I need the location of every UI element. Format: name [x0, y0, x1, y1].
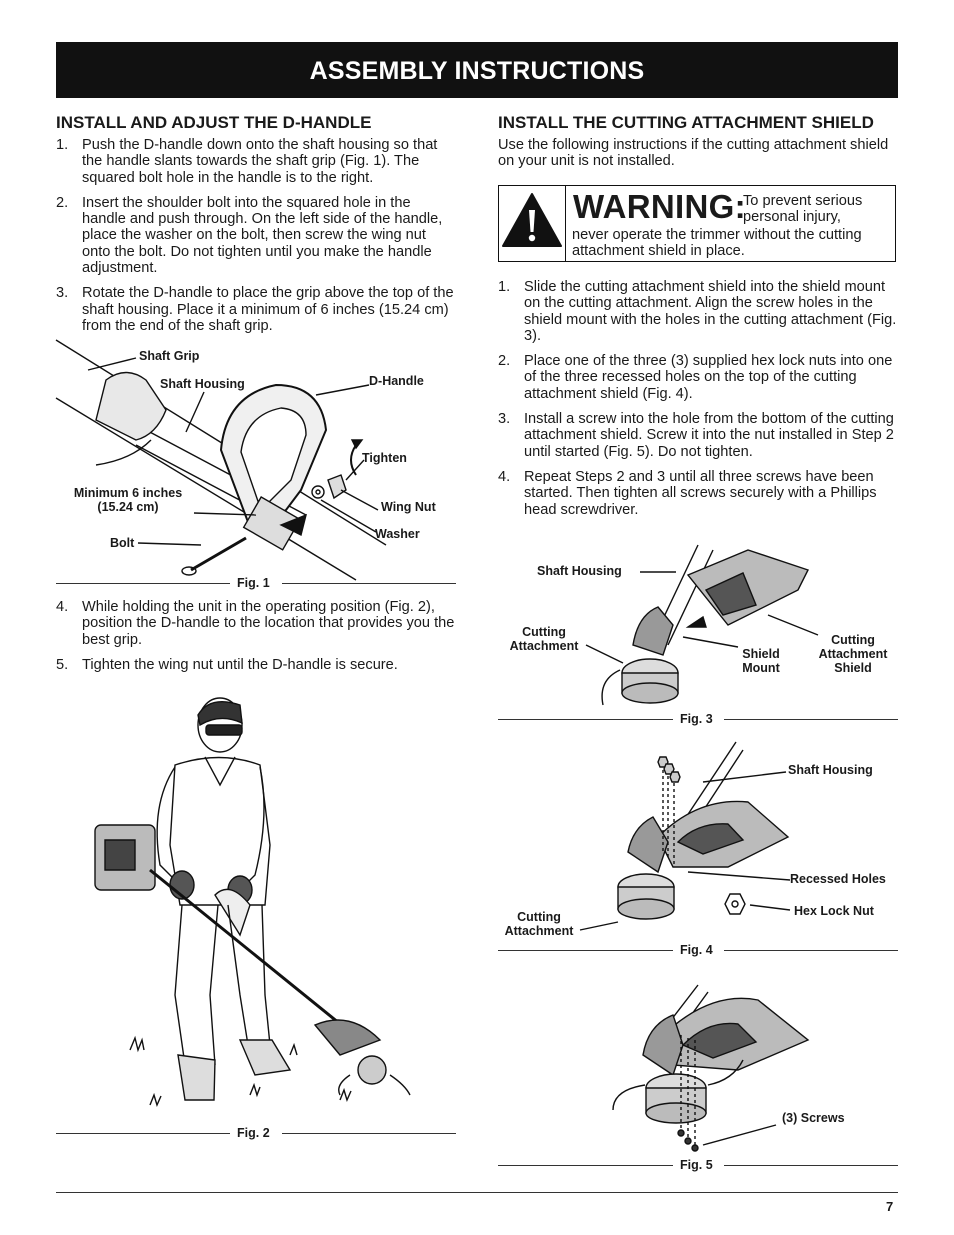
step-number: 3.	[498, 411, 511, 428]
step-text: Slide the cutting attachment shield into the shield mount on the cutting attachment. Align the screw holes in the shield mount with the holes in the cutting attachment (Fig. 3).	[524, 279, 897, 344]
fig3-label-cutting-line1: Cutting	[522, 625, 566, 639]
step-number: 3.	[56, 285, 69, 302]
warning-word: WARNING:	[573, 188, 746, 225]
step-text: Install a screw into the hole from the bottom of the cutting attachment shield. Screw it into the nut installed in Step 2 until started (Fig. 5). Do not tighten.	[524, 411, 894, 460]
fig3-caption	[498, 712, 898, 726]
step-item	[56, 195, 456, 276]
label-d-handle: D-Handle	[369, 374, 424, 388]
step-text: While holding the unit in the operating position (Fig. 2), position the D-handle to the location that provides you the best grip.	[82, 599, 455, 648]
fig4-label-cutting-line1: Cutting	[517, 910, 561, 924]
dhandle-steps-a	[56, 137, 456, 334]
fig4-label-shaft-housing: Shaft Housing	[788, 763, 873, 777]
step-item	[498, 411, 898, 460]
step-text: Repeat Steps 2 and 3 until all three screws have been started. Then tighten all screws securely with a Phillips head screwdriver.	[524, 468, 877, 518]
left-column	[56, 113, 456, 343]
fig2-illustration	[90, 695, 420, 1115]
label-tighten: Tighten	[362, 451, 407, 465]
label-minimum	[60, 486, 196, 514]
step-item	[56, 137, 456, 186]
fig5-label-screws: (3) Screws	[782, 1111, 845, 1125]
shield-intro: Use the following instructions if the cutting attachment shield on your unit is not installed.	[498, 137, 889, 170]
shield-steps	[498, 279, 898, 518]
fig4-caption	[498, 943, 898, 957]
step-text: Place one of the three (3) supplied hex lock nuts into one of the three recessed holes on the top of the cutting attachment shield (Fig. 4).	[524, 353, 893, 402]
fig2-caption	[56, 1126, 456, 1140]
fig3-label-shield-line1: Shield	[742, 647, 780, 661]
label-minimum-line1: Minimum 6 inches	[73, 486, 183, 500]
fig4-caption-text: Fig. 4	[680, 943, 713, 957]
step-item	[498, 279, 898, 344]
step-number: 2.	[498, 353, 511, 370]
fig4-label-cutting-attachment	[494, 910, 584, 938]
section-banner: ASSEMBLY INSTRUCTIONS	[56, 42, 898, 98]
dhandle-heading: INSTALL AND ADJUST THE D-HANDLE	[56, 113, 372, 132]
page-number: 7	[886, 1199, 894, 1214]
fig4-label-cutting-line2: Attachment	[504, 924, 574, 938]
right-column	[498, 113, 898, 170]
step-text: Rotate the D-handle to place the grip above the top of the shaft housing. Place it a minimum of 6 inches (15.24 cm) from the end of the shaft grip.	[82, 285, 454, 334]
left-column-continued	[56, 599, 456, 682]
fig3-caption-text: Fig. 3	[680, 712, 713, 726]
label-shaft-grip: Shaft Grip	[139, 349, 200, 363]
warning-triangle-icon	[499, 186, 566, 261]
fig3-label-cutting-attachment	[498, 625, 590, 653]
fig4-label-hex-lock-nut: Hex Lock Nut	[794, 904, 874, 918]
fig2-caption-text: Fig. 2	[237, 1126, 270, 1140]
dhandle-steps-b	[56, 599, 456, 673]
step-text: Push the D-handle down onto the shaft housing so that the handle slants towards the shaft grip (Fig. 1). The squared bolt hole in the handle is to the right.	[82, 137, 438, 186]
fig3-label-cas-line3: Shield	[834, 661, 872, 675]
label-washer: Washer	[375, 527, 420, 541]
warning-text-1: To prevent serious personal injury,	[743, 193, 863, 225]
step-number: 1.	[498, 279, 511, 295]
warning-box	[498, 185, 896, 262]
shield-heading: INSTALL THE CUTTING ATTACHMENT SHIELD	[498, 113, 874, 132]
warning-text-2: never operate the trimmer without the cutting attachment shield in place.	[572, 227, 862, 259]
fig3-label-cas-line1: Cutting	[831, 633, 875, 647]
fig5-caption-text: Fig. 5	[680, 1158, 713, 1172]
step-number: 4.	[56, 599, 69, 615]
step-item	[56, 599, 456, 648]
step-number: 5.	[56, 656, 69, 673]
label-wing-nut: Wing Nut	[381, 500, 436, 514]
fig3-label-cas-line2: Attachment	[818, 647, 888, 661]
step-number: 4.	[498, 468, 511, 485]
fig3-label-cutting-line2: Attachment	[509, 639, 579, 653]
footer-divider	[56, 1192, 898, 1193]
fig1-caption-text: Fig. 1	[237, 576, 270, 590]
label-shaft-housing: Shaft Housing	[160, 377, 245, 391]
fig4-label-recessed-holes: Recessed Holes	[790, 872, 886, 886]
fig3-label-shield-mount	[732, 647, 790, 675]
label-bolt: Bolt	[110, 536, 135, 550]
right-steps-container	[498, 279, 898, 527]
step-text: Tighten the wing nut until the D-handle is secure.	[82, 656, 398, 673]
fig1-caption	[56, 576, 456, 590]
fig3-label-cutting-attachment-shield	[808, 633, 898, 675]
step-item	[498, 353, 898, 402]
step-number: 2.	[56, 194, 69, 211]
fig3-label-shaft-housing: Shaft Housing	[537, 564, 622, 578]
label-minimum-line2: (15.24 cm)	[97, 500, 159, 514]
step-item	[56, 657, 456, 673]
step-text: Insert the shoulder bolt into the squared hole in the handle and push through. On the left side of the handle, place the washer on the bolt, then screw the wing nut onto the bolt. Do not tighten until you make the handle adjustment.	[82, 194, 443, 277]
step-number: 1.	[56, 137, 69, 153]
step-item	[498, 469, 898, 518]
fig3-label-shield-line2: Mount	[742, 661, 780, 675]
fig5-caption	[498, 1158, 898, 1172]
fig5-illustration	[498, 980, 898, 1155]
step-item	[56, 285, 456, 334]
